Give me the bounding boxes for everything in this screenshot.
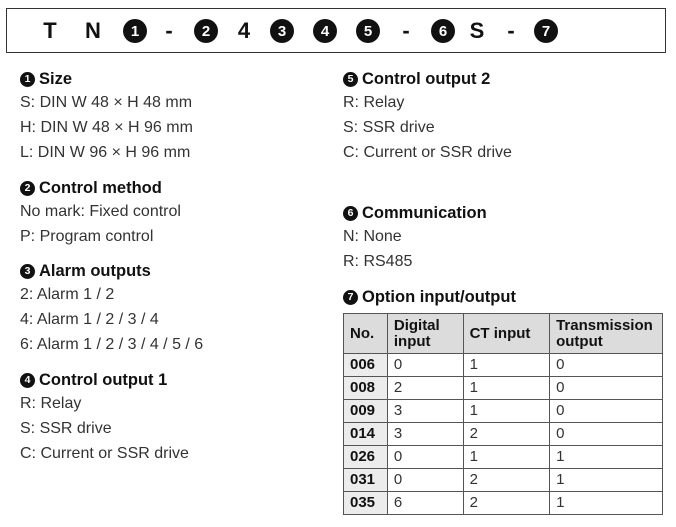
code-letter-s: S [469,18,485,43]
code-circled-7: 7 [534,19,558,43]
cell-transmission-output: 1 [550,469,663,492]
cell-digital-input: 0 [387,354,463,377]
number-badge-icon: 7 [343,290,358,305]
cell-digital-input: 0 [387,446,463,469]
cell-ct-input: 1 [463,377,550,400]
cell-ct-input: 1 [463,400,550,423]
code-circled-6: 6 [431,19,455,43]
header-no: No. [344,314,388,354]
option-line: 6: Alarm 1 / 2 / 3 / 4 / 5 / 6 [20,336,204,353]
code-circled-5: 5 [356,19,380,43]
option-line: R: RS485 [343,253,413,270]
number-badge-icon: 4 [20,373,35,388]
model-code-box [6,8,666,53]
cell-no: 014 [344,423,388,446]
section-title-text: Alarm outputs [39,262,151,280]
table-row [344,469,663,492]
cell-transmission-output: 0 [550,423,663,446]
section-title [343,286,516,308]
table-row [344,377,663,400]
number-badge-icon: 3 [20,264,35,279]
cell-ct-input: 2 [463,423,550,446]
cell-transmission-output: 1 [550,492,663,515]
code-circled-1: 1 [123,19,147,43]
option-io-table [343,313,663,515]
option-line: N: None [343,228,402,245]
option-line: L: DIN W 96 × H 96 mm [20,144,191,161]
section-title [20,68,193,90]
section-title [343,202,487,224]
cell-ct-input: 2 [463,492,550,515]
option-line: R: Relay [343,94,405,111]
option-line: 4: Alarm 1 / 2 / 3 / 4 [20,311,159,328]
option-line: P: Program control [20,228,154,245]
section-control-method [20,177,181,249]
code-digit-4: 4 [237,18,251,43]
cell-no: 008 [344,377,388,400]
cell-transmission-output: 0 [550,400,663,423]
code-circled-3: 3 [270,19,294,43]
option-line: S: SSR drive [343,119,435,136]
section-title [20,369,189,391]
number-badge-icon: 1 [20,72,35,87]
code-dash: - [165,18,173,43]
section-title-text: Option input/output [362,288,516,306]
option-line: S: DIN W 48 × H 48 mm [20,94,193,111]
cell-transmission-output: 0 [550,377,663,400]
code-circled-2: 2 [194,19,218,43]
section-title-text: Control output 2 [362,70,491,88]
cell-digital-input: 3 [387,400,463,423]
code-letter-t: T [43,18,57,43]
section-control-output-1 [20,369,189,466]
code-circled-4: 4 [313,19,337,43]
cell-no: 026 [344,446,388,469]
header-transmission-output: Transmission output [550,314,663,354]
table-row [344,400,663,423]
cell-digital-input: 2 [387,377,463,400]
code-dash: - [507,18,515,43]
number-badge-icon: 5 [343,72,358,87]
header-ct-input: CT input [463,314,550,354]
option-line: R: Relay [20,395,82,412]
section-title-text: Control output 1 [39,371,168,389]
cell-ct-input: 1 [463,354,550,377]
number-badge-icon: 2 [20,181,35,196]
cell-no: 035 [344,492,388,515]
cell-no: 031 [344,469,388,492]
section-size [20,68,193,165]
table-row [344,492,663,515]
option-line: C: Current or SSR drive [20,445,189,462]
section-control-output-2 [343,68,512,165]
option-line: S: SSR drive [20,420,112,437]
table-row [344,423,663,446]
cell-no: 009 [344,400,388,423]
number-badge-icon: 6 [343,206,358,221]
header-digital-input: Digital input [387,314,463,354]
option-line: No mark: Fixed control [20,203,181,220]
table-row [344,446,663,469]
section-title-text: Control method [39,179,162,197]
code-letter-n: N [85,18,101,43]
cell-digital-input: 0 [387,469,463,492]
section-option-io [343,286,516,308]
section-alarm-outputs [20,260,203,357]
cell-transmission-output: 1 [550,446,663,469]
section-title-text: Communication [362,204,487,222]
table-row [344,354,663,377]
cell-ct-input: 1 [463,446,550,469]
table-header-row [344,314,663,354]
option-line: H: DIN W 48 × H 96 mm [20,119,193,136]
option-line: C: Current or SSR drive [343,144,512,161]
cell-ct-input: 2 [463,469,550,492]
section-title [343,68,512,90]
option-line: 2: Alarm 1 / 2 [20,286,115,303]
section-title [20,177,181,199]
section-title [20,260,203,282]
section-communication [343,202,487,274]
cell-transmission-output: 0 [550,354,663,377]
code-dash: - [402,18,410,43]
cell-digital-input: 3 [387,423,463,446]
cell-digital-input: 6 [387,492,463,515]
cell-no: 006 [344,354,388,377]
section-title-text: Size [39,70,73,88]
